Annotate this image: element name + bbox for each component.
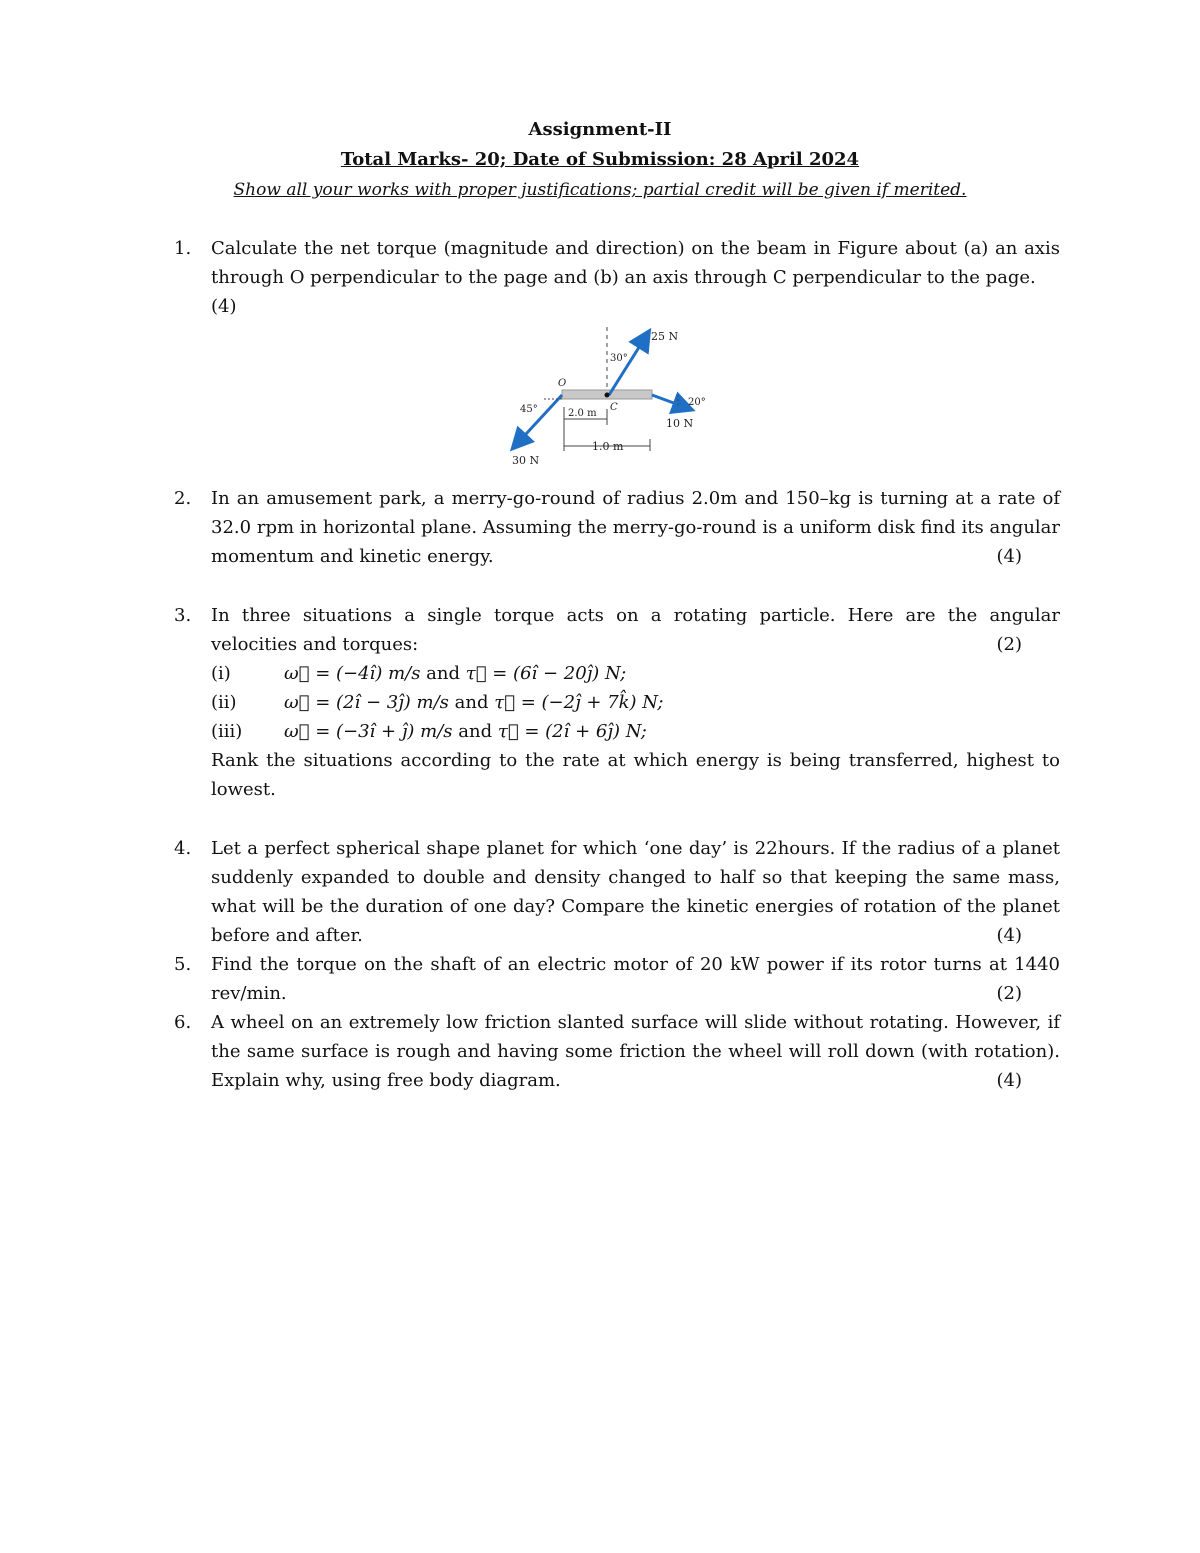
situation-row	[211, 717, 1060, 746]
situation-label: (i)	[211, 663, 231, 684]
label-25n: 25 N	[651, 330, 679, 343]
question-text: Let a perfect spherical shape planet for which ‘one day’ is 22hours. If the radius of a planet suddenly expanded to double and density changed to half so that keeping the same mass, what will be the duration of one day? Compare the kinetic energies of rotation of the planet before and after. (4)	[211, 834, 1060, 950]
label-30n: 30 N	[512, 454, 540, 467]
label-30deg: 30°	[610, 353, 628, 364]
question-text: A wheel on an extremely low friction slanted surface will slide without rotating. However, if the same surface is rough and having some friction the wheel will roll down (with rotation). Explain why, using free body diagram. (4)	[211, 1008, 1060, 1095]
label-o: O	[558, 378, 567, 389]
question-text: In an amusement park, a merry-go-round of radius 2.0m and 150–kg is turning at a rate of 32.0 rpm in horizontal plane. Assuming the merry-go-round is a uniform disk find its angular momentum and kinetic energy. (4)	[211, 484, 1060, 571]
question-number: 2.	[174, 488, 192, 509]
label-1m: 1.0 m	[592, 440, 624, 453]
assignment-instruction: Show all your works with proper justifications; partial credit will be given if merited.	[233, 180, 967, 200]
assignment-subtitle: Total Marks- 20; Date of Submission: 28 April 2024	[340, 149, 860, 170]
question-number: 5.	[174, 954, 192, 975]
omega-value: ω⃗ = (2î − 3ĵ) m/s	[284, 692, 449, 713]
question-marks: (4)	[996, 546, 1022, 567]
and-word: and	[426, 663, 461, 684]
force-10-arrow	[652, 395, 690, 409]
label-20deg: 20°	[688, 397, 706, 408]
label-45deg: 45°	[520, 404, 538, 415]
omega-value: ω⃗ = (−3î + ĵ) m/s	[284, 721, 453, 742]
label-2m: 2.0 m	[568, 408, 597, 419]
tau-value: τ⃗ = (−2ĵ + 7k̂) N;	[494, 692, 664, 713]
situation-label: (iii)	[211, 721, 243, 742]
question-number: 4.	[174, 838, 192, 859]
situation-row	[211, 688, 1060, 717]
question-number: 3.	[174, 605, 192, 626]
assignment-title: Assignment-II	[528, 119, 672, 140]
question-number: 6.	[174, 1012, 192, 1033]
question-text: In three situations a single torque acts on a rotating particle. Here are the angular velocities and torques: (2)	[211, 601, 1060, 659]
question-outro: Rank the situations according to the rate at which energy is being transferred, highest to lowest.	[211, 750, 1060, 800]
question-marks: (2)	[996, 983, 1022, 1004]
label-10n: 10 N	[666, 417, 694, 430]
question-number: 1.	[174, 238, 192, 259]
question-text: Find the torque on the shaft of an electric motor of 20 kW power if its rotor turns at 1440 rev/min. (2)	[211, 950, 1060, 1008]
and-word: and	[458, 721, 493, 742]
tau-value: τ⃗ = (2î + 6ĵ) N;	[497, 721, 647, 742]
question-marks: (4)	[996, 925, 1022, 946]
omega-value: ω⃗ = (−4î) m/s	[284, 663, 421, 684]
question-marks: (4)	[996, 1070, 1022, 1091]
situation-row	[211, 659, 1060, 688]
and-word: and	[454, 692, 489, 713]
situation-label: (ii)	[211, 692, 237, 713]
force-25-arrow	[609, 333, 648, 395]
center-of-mass-point	[605, 393, 610, 398]
beam-force-figure	[500, 323, 720, 473]
label-c: C	[610, 402, 618, 413]
tau-value: τ⃗ = (6î − 20ĵ) N;	[465, 663, 627, 684]
force-30-arrow	[514, 395, 562, 447]
question-marks: (2)	[996, 634, 1022, 655]
question-marks: (4)	[211, 296, 237, 317]
question-text: Calculate the net torque (magnitude and direction) on the beam in Figure about (a) an axis through O perpendicular to the page and (b) an axis through C perpendicular to the page.	[211, 238, 1060, 288]
